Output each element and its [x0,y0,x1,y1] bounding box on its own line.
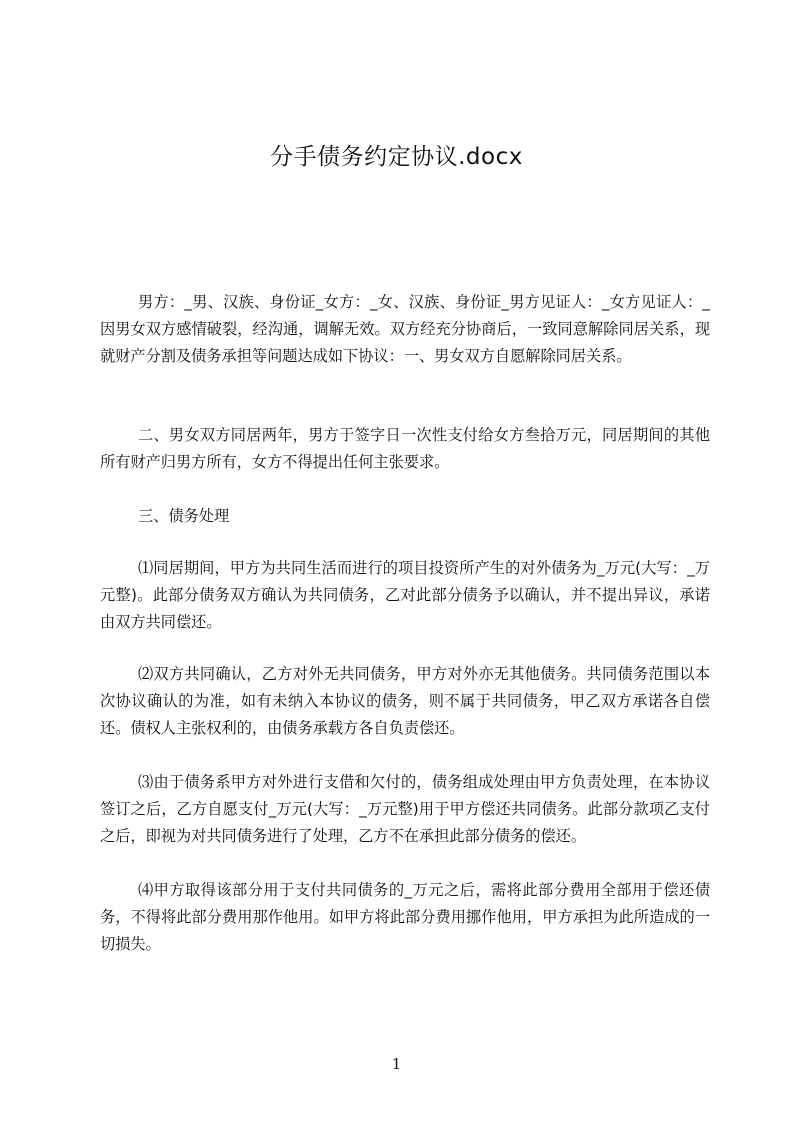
paragraph-debt-item-1: ⑴同居期间，甲方为共同生活而进行的项目投资所产生的对外债务为_万元(大写：_万元整)。此部分债务双方确认为共同债务，乙对此部分债务予以确认，并不提出异议，承诺由双方共同偿还。 [100,559,710,631]
document-title: 分手债务约定协议.docx [270,144,523,170]
paragraph-property: 二、男女双方同居两年，男方于签字日一次性支付给女方叁拾万元，同居期间的其他所有财产归男方所有，女方不得提出任何主张要求。 [100,426,710,471]
page-number: 1 [391,1055,402,1073]
paragraph-debt-heading: 三、债务处理 [138,507,230,525]
paragraph-debt-item-4: ⑷甲方取得该部分用于支付共同债务的_万元之后，需将此部分费用全部用于偿还债务，不得将此部分费用那作他用。如甲方将此部分费用挪作他用，甲方承担为此所造成的一切损失。 [100,881,710,953]
paragraph-debt-item-3: ⑶由于债务系甲方对外进行支借和欠付的，债务组成处理由甲方负责处理，在本协议签订之后，乙方自愿支付_万元(大写：_万元整)用于甲方偿还共同债务。此部分款项乙支付之后，即视为对共同债务进行了处理，乙方不在承担此部分债务的偿还。 [100,773,710,845]
paragraph-parties: 男方：_男、汉族、身份证_女方：_女、汉族、身份证_男方见证人：_女方见证人：_因男女双方感情破裂，经沟通，调解无效。双方经充分协商后，一致同意解除同居关系，现就财产分割及债务承担等问题达成如下协议：一、男女双方自愿解除同居关系。 [100,293,710,365]
paragraph-debt-item-2: ⑵双方共同确认，乙方对外无共同债务，甲方对外亦无其他债务。共同债务范围以本次协议确认的为准，如有未纳入本协议的债务，则不属于共同债务，甲乙双方承诺各自偿还。债权人主张权利的，由债务承载方各自负责偿还。 [100,665,710,737]
